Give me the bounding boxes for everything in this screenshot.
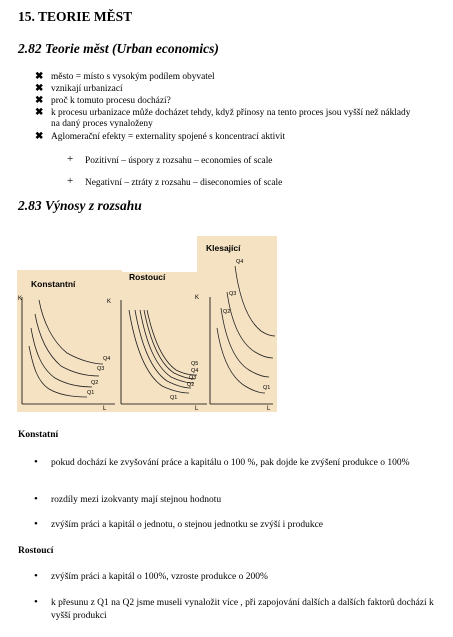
bullet-icon: •: [34, 493, 38, 505]
y-axis-label: K: [18, 296, 23, 302]
x-mark-icon: ✖: [35, 107, 44, 118]
plus-icon: +: [67, 153, 74, 165]
sub-list-item: Pozitivní – úspory z rozsahu – economies of scale: [85, 156, 273, 166]
x-mark-icon: ✖: [35, 131, 44, 142]
section-title-urban-economics: 2.82 Teorie měst (Urban economics): [18, 41, 219, 56]
list-item: proč k tomuto procesu dochází?: [51, 96, 171, 106]
plus-icon: +: [67, 175, 74, 187]
list-item: k procesu urbanizace může docházet tehdy, když přínosy na tento proces jsou vyšší než náklady na daný proces vynaloženy: [51, 108, 411, 129]
returns-to-scale-figure: [17, 236, 277, 412]
list-item: k přesunu z Q1 na Q2 jsme museli vynaložit více , při zapojování dalších a dalších faktorů dochází k vyšší produkci: [51, 598, 434, 621]
bullet-icon: •: [34, 456, 38, 468]
bullet-icon: •: [34, 518, 38, 530]
curve-label: Q3: [229, 291, 237, 297]
section-title-returns-to-scale: 2.83 Výnosy z rozsahu: [18, 198, 142, 213]
y-axis-label: K: [195, 295, 200, 301]
list-item: město = místo s vysokým podílem obyvatel: [51, 72, 215, 82]
sub-list-item: Negativní – ztráty z rozsahu – diseconomies of scale: [85, 178, 283, 188]
page-heading: 15. TEORIE MĚST: [18, 9, 133, 24]
subsection-title-rostouci: Rostoucí: [18, 546, 54, 556]
curve-label: Q2: [91, 380, 99, 386]
panel-title: Konstantní: [31, 279, 76, 289]
list-item: pokud dochází ke zvyšování práce a kapitálu o 100 %, pak dojde ke zvýšení produkce o 100%: [51, 458, 410, 468]
x-mark-icon: ✖: [35, 71, 44, 82]
curve-label: Q3: [189, 375, 197, 381]
x-axis-label: L: [195, 406, 199, 412]
x-mark-icon: ✖: [35, 95, 44, 106]
curve-label: Q5: [191, 361, 199, 367]
x-axis-label: L: [267, 406, 271, 412]
curve-label: Q3: [97, 366, 105, 372]
y-axis-label: K: [107, 299, 112, 305]
x-axis-label: L: [103, 406, 107, 412]
list-item: rozdíly mezi izokvanty mají stejnou hodnotu: [51, 495, 222, 505]
curve-label: Q4: [191, 368, 199, 374]
panel-title: Klesající: [206, 243, 241, 253]
curve-label: Q1: [170, 395, 178, 401]
list-item: vznikají urbanizací: [51, 84, 123, 94]
curve-label: Q1: [263, 385, 271, 391]
panel-title: Rostoucí: [129, 272, 166, 282]
curve-label: Q4: [103, 356, 111, 362]
curve-label: Q4: [236, 259, 244, 265]
list-item: zvýším práci a kapitál o jednotu, o stejnou jednotku se zvýší i produkce: [51, 520, 324, 530]
bullet-icon: •: [34, 596, 38, 608]
curve-label: Q2: [223, 309, 231, 315]
x-mark-icon: ✖: [35, 83, 44, 94]
curve-label: Q2: [187, 382, 195, 388]
subsection-title-konstantni: Konstatní: [18, 430, 59, 440]
bullet-icon: •: [34, 570, 38, 582]
list-item: Aglomerační efekty = externality spojené s koncentrací aktivit: [51, 132, 286, 142]
list-item: zvýším práci a kapitál o 100%, vzroste produkce o 200%: [51, 572, 268, 582]
curve-label: Q1: [87, 390, 95, 396]
